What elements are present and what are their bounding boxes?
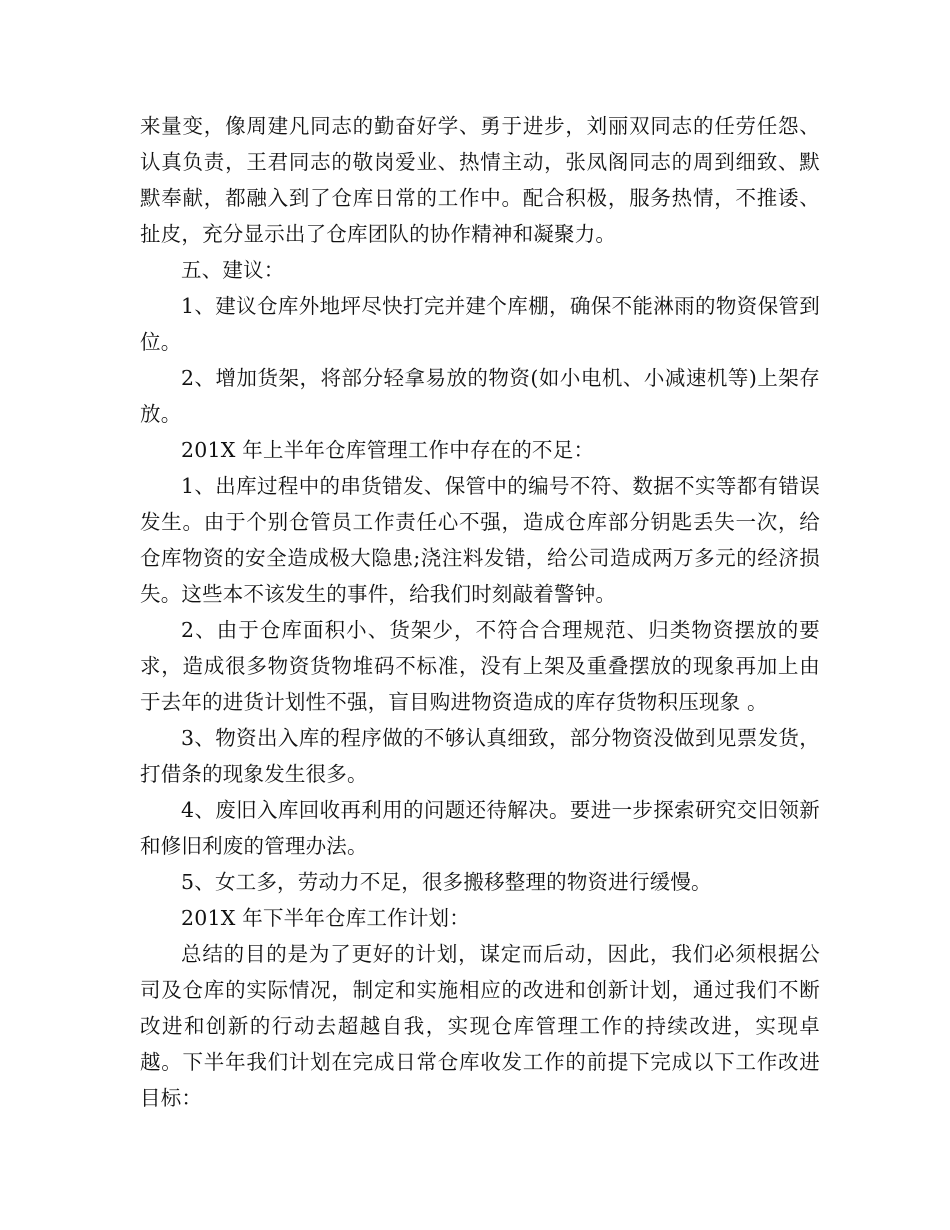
- plan-intro-paragraph: 总结的目的是为了更好的计划，谋定而后动，因此，我们必须根据公司及仓库的实际情况，制定和实施相应的改进和创新计划，通过我们不断改进和创新的行动去超越自我，实现仓库管理工作的持续改进，实现卓越。下半年我们计划在完成日常仓库收发工作的前提下完成以下工作改进目标：: [140, 942, 820, 1110]
- suggestion-item-1: 1、建议仓库外地坪尽快打完并建个库棚，确保不能淋雨的物资保管到位。: [140, 294, 820, 354]
- section-heading-suggestions: 五、建议：: [181, 258, 285, 282]
- document-body: [140, 108, 820, 1116]
- suggestion-item-2: 2、增加货架，将部分轻拿易放的物资(如小电机、小减速机等)上架存放。: [140, 366, 820, 426]
- shortcoming-item-4: 4、废旧入库回收再利用的问题还待解决。要进一步探索研究交旧领新和修旧利废的管理办法。: [140, 798, 820, 858]
- section-heading-shortcomings: 201X 年上半年仓库管理工作中存在的不足：: [181, 438, 595, 462]
- paragraph-continuation: 来量变，像周建凡同志的勤奋好学、勇于进步，刘丽双同志的任劳任怨、认真负责，王君同志的敬岗爱业、热情主动，张凤阁同志的周到细致、默默奉献，都融入到了仓库日常的工作中。配合积极，服务热情，不推诿、扯皮，充分显示出了仓库团队的协作精神和凝聚力。: [140, 114, 820, 246]
- section-heading-plan: 201X 年下半年仓库工作计划：: [181, 906, 470, 930]
- shortcoming-item-3: 3、物资出入库的程序做的不够认真细致，部分物资没做到见票发货，打借条的现象发生很多。: [140, 726, 820, 786]
- shortcoming-item-2: 2、由于仓库面积小、货架少，不符合合理规范、归类物资摆放的要求，造成很多物资货物堆码不标准，没有上架及重叠摆放的现象再加上由于去年的进货计划性不强，盲目购进物资造成的库存货物积压现象 。: [140, 618, 820, 714]
- shortcoming-item-1: 1、出库过程中的串货错发、保管中的编号不符、数据不实等都有错误发生。由于个别仓管员工作责任心不强，造成仓库部分钥匙丢失一次，给仓库物资的安全造成极大隐患;浇注料发错，给公司造成两万多元的经济损失。这些本不该发生的事件，给我们时刻敲着警钟。: [140, 474, 820, 606]
- shortcoming-item-5: 5、女工多，劳动力不足，很多搬移整理的物资进行缓慢。: [181, 870, 712, 894]
